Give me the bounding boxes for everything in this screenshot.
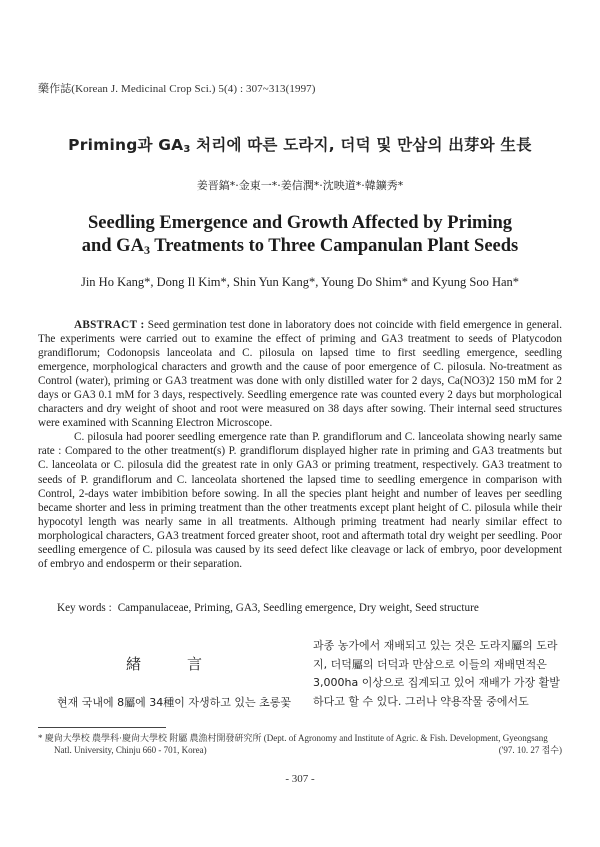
footnote-affiliation: * 慶尙大學校 農學科·慶尙大學校 附屬 農漁村開發硏究所 (Dept. of Agronomy and Institute of Agric. & Fish. Development, Gyeongsang xyxy=(38,733,548,743)
body-left-column: 현재 국내에 8屬에 34種이 자생하고 있는 초롱꽃 xyxy=(57,696,291,709)
abstract xyxy=(38,318,562,571)
footnote-row-2 xyxy=(38,744,562,756)
keywords-value: Campanulaceae, Priming, GA3, Seedling emergence, Dry weight, Seed structure xyxy=(117,602,479,614)
english-title-line2-end: Treatments to Three Campanulan Plant Seeds xyxy=(149,236,519,256)
abstract-label: ABSTRACT : xyxy=(74,319,145,331)
korean-title xyxy=(0,133,600,155)
korean-authors: 姜晋鎬*·金東一*·姜信潤*·沈映道*·韓鑛秀* xyxy=(196,179,404,192)
footnote-rule xyxy=(38,727,166,728)
keywords-label: Key words : xyxy=(57,602,112,614)
abstract-text-1: Seed germination test done in laboratory does not coincide with field emergence in general. The experiments were carried out to examine the effect of priming and GA3 treatment to seeds of Platycodon grandiflorum; Codonopsis lanceolata and C. pilosula on lapsed time to first seedling emergence, seedling emergence, morphological characters and growth and the cause of poor emergence of C. pilosula. No-treatment as Control (water), priming or GA3 treatment was done with only distilled water for 2 days, Ca(NO3)2 150 mM for 2 days or GA3 0.1 mM for 3 days, respectively. Seedling emergence rate was counted every 2 days but morphological characters and dry weight of shoot and root were measured on 38 days after sowing. Their internal seed structures were examined with Scanning Electron Microscope. xyxy=(38,319,563,430)
footnote-received-date: ('97. 10. 27 접수) xyxy=(498,745,562,755)
abstract-paragraph-2: C. pilosula had poorer seedling emergence rate than P. grandiflorum and C. lanceolata showing nearly same rate : Compared to the other treatment(s) P. grandiflorum displayed higher rate in priming and GA3 treatments but C. lanceolata or C. pilosula did the greatest rate in only GA3 or priming treatment, respectively. GA3 treatment to seeds of P. grandiflorum and C. lanceolata shortened the lapsed time to seedling emergence in comparison with Control, 2-days water imbibition before sowing. In all the species plant height and number of leaves per seedling became shorter and less in priming treatment than the other treatments except plant height of C. pilosula while their hypocotyl length was nearly same in all treatments. Although priming treatment had nearly similar effect to morphological characters, GA3 treatment forced greater shoot, root and aftermath total dry weight per seedling. Poor seedling emergence of C. pilosula was caused by its seed defect like cleavage or lack of embryo, poor development of embryo and endosperm or their separation. xyxy=(38,431,562,570)
korean-title-end: 처리에 따른 도라지, 더덕 및 만삼의 出芽와 生長 xyxy=(190,136,532,154)
english-title-line2-start: and GA xyxy=(81,236,144,256)
english-title-line1: Seedling Emergence and Growth Affected by Priming xyxy=(87,213,513,233)
english-authors: Jin Ho Kang*, Dong Il Kim*, Shin Yun Kang*, Young Do Shim* and Kyung Soo Han* xyxy=(80,275,520,289)
english-title xyxy=(0,212,600,258)
section-heading-char-1: 緖 xyxy=(126,655,142,673)
korean-title-subscript: 3 xyxy=(183,144,191,155)
english-title-subscript: 3 xyxy=(143,243,150,257)
running-head: 藥作誌(Korean J. Medicinal Crop Sci.) 5(4) : 307~313(1997) xyxy=(38,83,316,95)
footnote-address: Natl. University, Chinju 660 - 701, Korea) xyxy=(54,745,207,755)
keywords xyxy=(57,602,479,614)
section-heading-introduction xyxy=(126,653,202,674)
page-number: - 307 - xyxy=(285,773,315,785)
korean-title-start: Priming과 GA xyxy=(68,136,184,154)
abstract-paragraph-1 xyxy=(38,318,562,430)
body-right-column: 과종 농가에서 재배되고 있는 것은 도라지屬의 도라지, 더덕屬의 더덕과 만삼으로 이들의 재배면적은 3,000ha 이상으로 집계되고 있어 재배가 가장 활발하다고 할 수 있다. 그러나 약용작물 중에서도 xyxy=(313,639,560,708)
footnote xyxy=(38,732,562,756)
section-heading-char-2: 言 xyxy=(186,655,202,673)
